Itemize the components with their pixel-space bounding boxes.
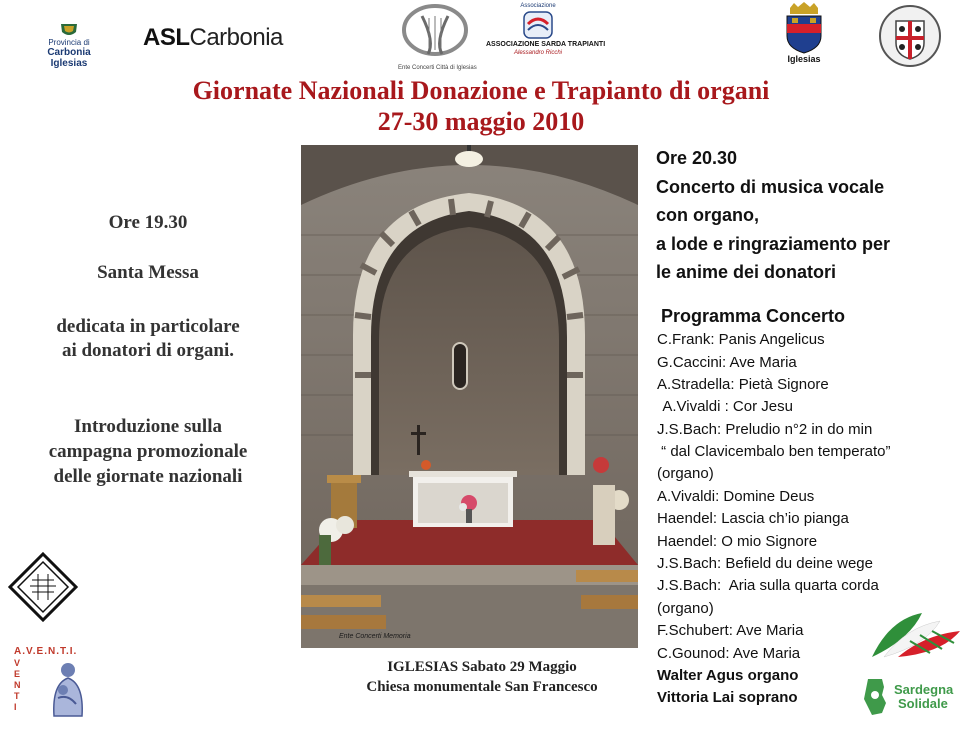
mother-child-icon (38, 660, 98, 718)
caption-line2: Chiesa monumentale San Francesco (366, 679, 598, 695)
program-item: (organo) (657, 600, 714, 617)
sardinia-island-icon (862, 677, 888, 717)
concert-line2: con organo, (656, 205, 759, 225)
sardinia-crest-icon (878, 3, 942, 69)
performer-organ: Walter Agus organo (657, 667, 799, 684)
program-item: A.Vivaldi : Cor Jesu (659, 398, 793, 415)
lyre-logo-icon (398, 2, 472, 60)
event-title: Giornate Nazionali Donazione e Trapianto di organi (192, 76, 770, 105)
program-item: A.Vivaldi: Domine Deus (657, 488, 815, 505)
mass-dedication-line2: ai donatori di organi. (61, 340, 235, 361)
italy-flag-leaf-logo (870, 609, 962, 659)
church-photo (301, 145, 638, 648)
enti-concerti-logo (398, 2, 477, 71)
sardegna-line2: Solidale (898, 696, 948, 711)
iglesias-crest-icon (784, 2, 824, 54)
mass-time: Ore 19.30 (108, 212, 188, 233)
programma-title: Programma Concerto (661, 306, 846, 326)
crest-icon (28, 22, 110, 38)
sardinia-crest-logo (878, 3, 942, 69)
asl-rest: Carbonia (189, 24, 283, 51)
intro-line2: campagna promozionale (48, 441, 248, 462)
sardegna-solidale-logo (860, 675, 960, 721)
associazione-small: Associazione (520, 3, 556, 9)
concert-line4: le anime dei donatori (656, 262, 837, 282)
flag-leaf-icon (870, 609, 962, 659)
program-item: Haendel: O mio Signore (657, 533, 818, 550)
performer-soprano: Vittoria Lai soprano (657, 689, 798, 706)
program-item: J.S.Bach: Befield du deine wege (657, 555, 873, 572)
caption-line1: IGLESIAS Sabato 29 Maggio (387, 659, 577, 675)
program-item: Haendel: Lascia ch’io pianga (657, 510, 849, 527)
photo-watermark: Ente Concerti Memoria (339, 633, 411, 640)
provincia-line2: Carbonia Iglesias (47, 47, 91, 69)
diamond-emblem-logo (8, 552, 78, 622)
program-item: A.Stradella: Pietà Signore (657, 376, 829, 393)
program-item: C.Gounod: Ave Maria (657, 645, 801, 662)
mass-dedication-line1: dedicata in particolare (56, 316, 240, 337)
associazione-logo (486, 2, 606, 68)
program-item: G.Caccini: Ave Maria (657, 354, 797, 371)
diamond-emblem-icon (8, 552, 78, 622)
program-item: J.S.Bach: Aria sulla quarta corda (657, 577, 879, 594)
concert-line3: a lode e ringraziamento per (656, 234, 891, 254)
sardegna-line1: Sardegna (894, 682, 954, 697)
concert-line1: Concerto di musica vocale (656, 177, 885, 197)
iglesias-crest-logo (782, 2, 826, 68)
iglesias-crest-text: Iglesias (787, 54, 821, 64)
concert-time: Ore 20.30 (656, 148, 738, 168)
asl-bold: ASL (143, 24, 190, 51)
intro-line3: delle giornate nazionali (53, 466, 243, 487)
intro-line1: Introduzione sulla (74, 416, 222, 437)
provincia-logo (28, 22, 110, 69)
aventi-logo (12, 646, 104, 720)
aventi-text: A.V.E.N.T.I. (14, 646, 78, 657)
associazione-text: ASSOCIAZIONE SARDA TRAPIANTI (486, 41, 606, 48)
asl-logo (143, 24, 283, 54)
program-item: (organo) (657, 465, 714, 482)
mass-title: Santa Messa (97, 262, 199, 283)
event-dates: 27-30 maggio 2010 (377, 107, 585, 136)
aventi-vertical: V E N T I (14, 658, 21, 712)
program-item: F.Schubert: Ave Maria (657, 622, 804, 639)
heart-logo-icon (518, 10, 558, 40)
program-item: C.Frank: Panis Angelicus (657, 331, 825, 348)
program-item: J.S.Bach: Preludio n°2 in do min (657, 421, 873, 438)
church-interior-image (301, 145, 638, 648)
enti-concerti-text: Ente Concerti Città di Iglesias (398, 65, 477, 71)
associazione-sub: Alessandro Ricchi (513, 50, 563, 56)
program-item: “ dal Clavicembalo ben temperato” (657, 443, 891, 460)
provincia-line1: Provincia di (48, 38, 90, 47)
